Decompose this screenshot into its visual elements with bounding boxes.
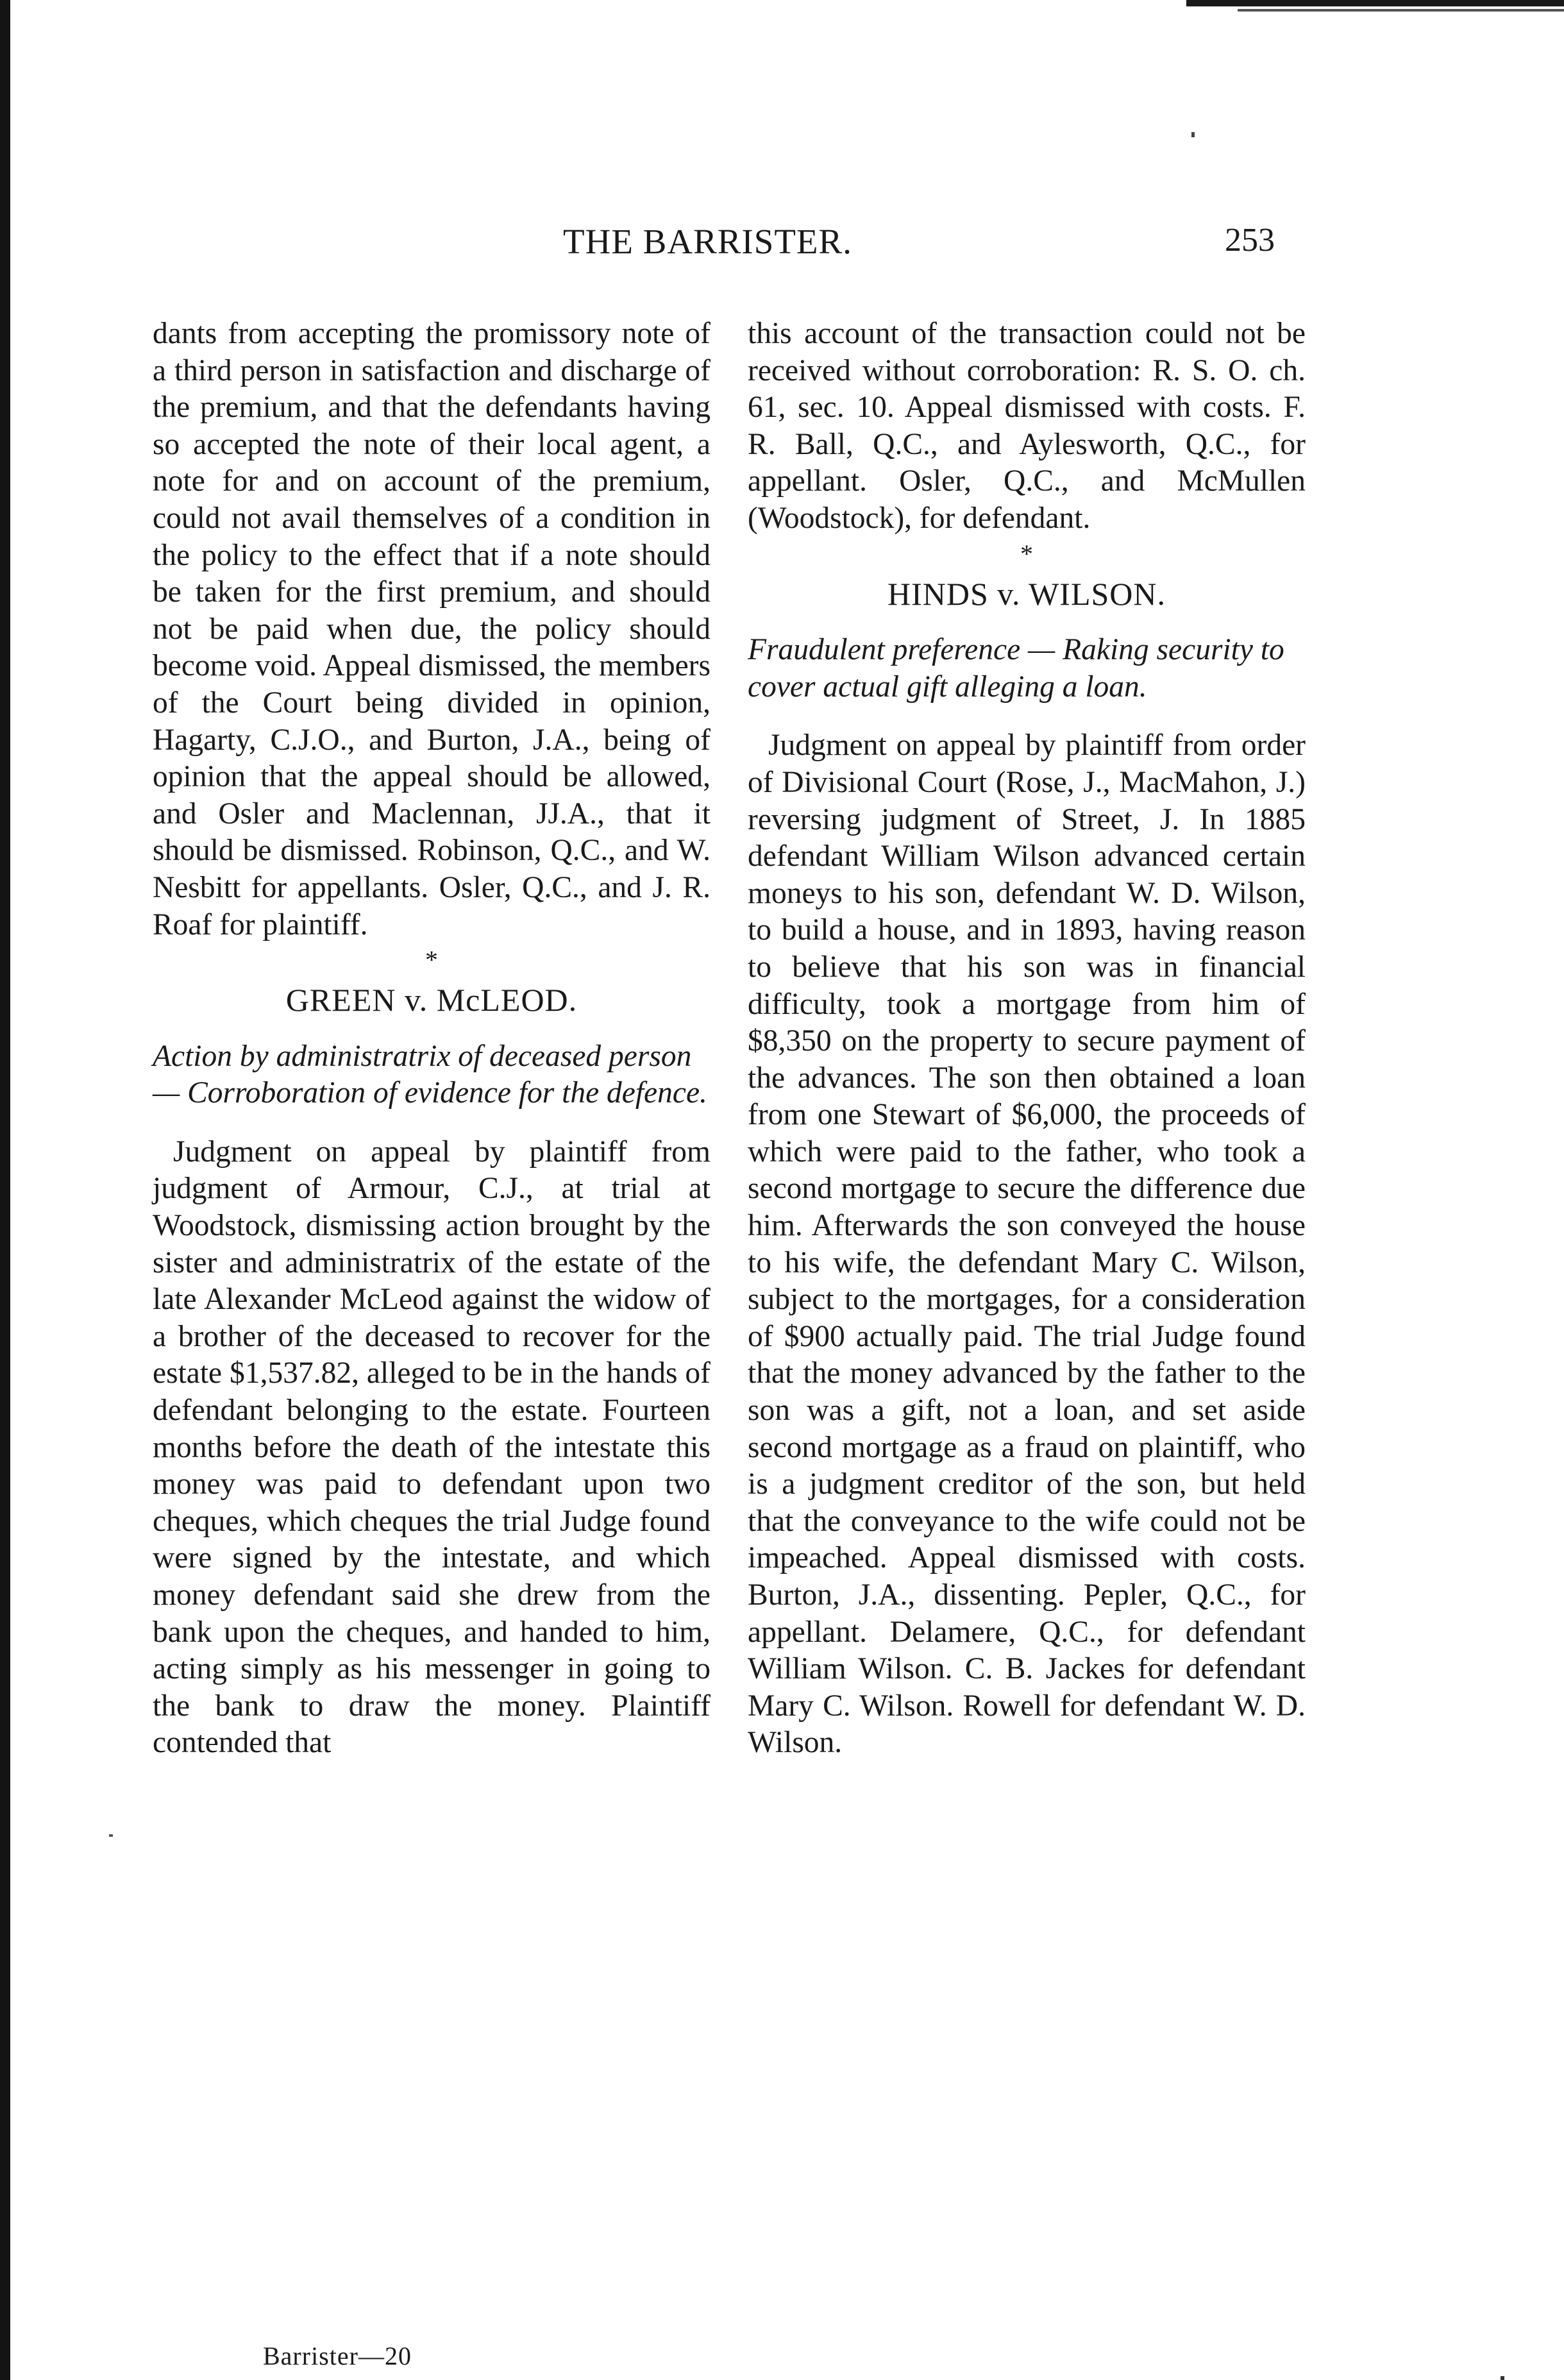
scan-edge-left [0, 0, 10, 2380]
section-separator: * [1020, 539, 1033, 568]
signature-mark: Barrister—20 [263, 2342, 412, 2370]
right-column [748, 316, 1306, 1762]
scan-edge-top [1186, 0, 1564, 6]
scan-speck [1191, 132, 1195, 137]
case-title: GREEN v. McLEOD. [285, 982, 578, 1018]
left-column [153, 316, 711, 1762]
scan-edge-top-line [1238, 9, 1564, 12]
page-header [153, 221, 1275, 273]
section-separator: * [425, 945, 438, 975]
case-title: HINDS v. WILSON. [887, 575, 1166, 612]
case-headnote: Action by administratrix of deceased person — Corroboration of evidence for the defence. [153, 1039, 707, 1110]
case-body: Judgment on appeal by plaintiff from order of Divisional Court (Rose, J., MacMahon, J.) reversing judgment of Street, J. In 1885 defendant William Wilson advanced certain moneys to his son, defendant W. D. Wilson, to build a house, and in 1893, having reason to believe that his son was in financial difficulty, took a mortgage from him of $8,350 on the property to secure payment of the advances. The son then obtained a loan from one Stewart of $6,000, the proceeds of which were paid to the father, who took a second mortgage to secure the difference due him. Afterwards the son conveyed the house to his wife, the defendant Mary C. Wilson, subject to the mortgages, for a consideration of $900 actually paid. The trial Judge found that the money advanced by the father to the son was a gift, not a loan, and set aside second mortgage as a fraud on plaintiff, who is a judgment creditor of the son, but held that the conveyance to the wife could not be impeached. Appeal dismissed with costs. Burton, J.A., dissenting. Pepler, Q.C., for appellant. Delamere, Q.C., for defendant William Wilson. C. B. Jackes for defendant Mary C. Wilson. Rowell for defendant W. D. Wilson. [748, 729, 1306, 1760]
case-headnote: Fraudulent preference — Raking security to cover actual gift alleging a loan. [748, 633, 1284, 704]
continued-paragraph: this account of the transaction could not be received without corroboration: R. S. O. ch. 61, sec. 10. Appeal dismissed with costs. F. R. Ball, Q.C., and Aylesworth, Q.C., for appellant. Osler, Q.C., and McMullen (Woodstock), for defendant. [748, 317, 1306, 535]
scan-speck [109, 1834, 113, 1837]
scan-speck [1501, 2376, 1504, 2380]
page-number: 253 [1225, 222, 1275, 258]
case-body: Judgment on appeal by plaintiff from judgment of Armour, C.J., at trial at Woodstock, dismissing action brought by the sister and administratrix of the estate of the late Alexander McLeod against the widow of a brother of the deceased to recover for the estate $1,537.82, alleged to be in the hands of defendant belonging to the estate. Fourteen months before the death of the intestate this money was paid to defendant upon two cheques, which cheques the trial Judge found were signed by the intestate, and which money defendant said she drew from the bank upon the cheques, and handed to him, acting simply as his messenger in going to the bank to draw the money. Plaintiff contended that [153, 1135, 711, 1760]
continued-paragraph: dants from accepting the promissory note of a third person in satisfaction and discharge of the premium, and that the defendants having so accepted the note of their local agent, a note for and on account of the premium, could not avail themselves of a condition in the policy to the effect that if a note should be taken for the first premium, and should not be paid when due, the policy should become void. Appeal dismissed, the members of the Court being divided in opinion, Hagarty, C.J.O., and Burton, J.A., being of opinion that the appeal should be allowed, and Osler and Maclennan, JJ.A., that it should be dismissed. Robinson, Q.C., and W. Nesbitt for appellants. Osler, Q.C., and J. R. Roaf for plaintiff. [153, 317, 711, 941]
running-title: THE BARRISTER. [563, 222, 852, 261]
